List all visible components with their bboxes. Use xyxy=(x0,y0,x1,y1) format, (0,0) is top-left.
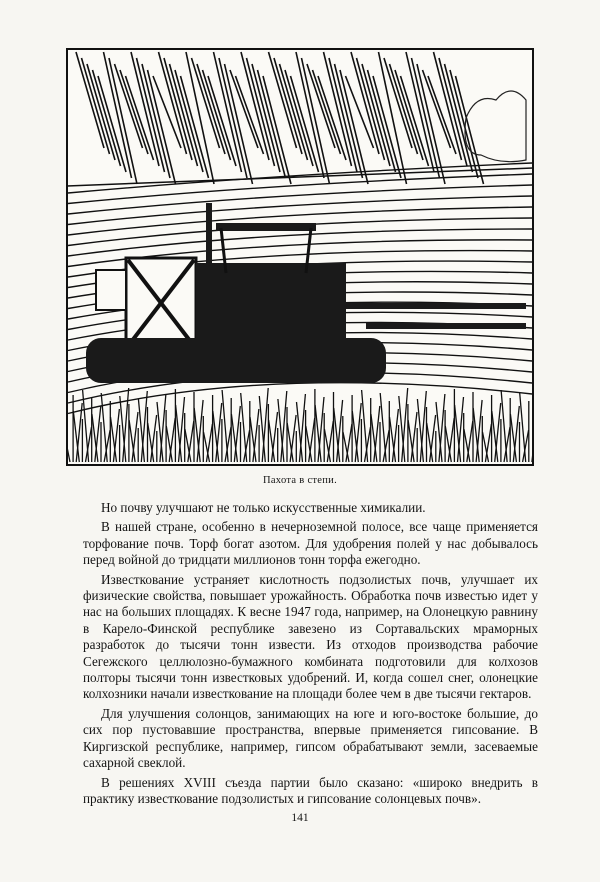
paragraph: В нашей стране, особенно в нечерноземной полосе, все чаще применяется торфование почв. Торф богат азотом. Для удобрения полей у нас добывалось перед войной до тридцати миллионов тонн торфа ежегодно. xyxy=(83,519,538,568)
page-number: 141 xyxy=(291,812,309,824)
steppe-plowing-illustration xyxy=(66,48,534,466)
paragraph: Но почву улучшают не только искусственные химикалии. xyxy=(101,500,426,515)
figure-caption: Пахота в степи. xyxy=(262,475,338,486)
paragraph: Известкование устраняет кислотность подзолистых почв, улучшает их физические свойства, повышает урожайность. Обработка почв известью идет у нас на больших площадях. К весне 1947 года, например, на Олонецкую равнину в Карело-Финской республике завезено из Сортавальских мраморных разработок до тысячи тонн извести. Из отходов производства рабочие Сегежского целлюлозно-бумажного комбината подготовили для колхозов полторы тысячи тонн известковых удобрений. И, когда сошел снег, олонецкие колхозники начали известкование на площади более чем в две тысячи гектаров. xyxy=(83,571,538,702)
tractor-plowing-drawing xyxy=(66,48,534,466)
paragraph: В решениях XVIII съезда партии было сказано: «широко внедрить в практику известкование подзолистых и гипсование солонцевых почв». xyxy=(83,774,538,806)
paragraph: Для улучшения солонцов, занимающих на юге и юго-востоке большие, до сих пор пустовавшие пространства, впервые применяется гипсование. В Киргизской республике, например, гипсом обрабатывают земли, засеваемые сахарной свеклой. xyxy=(83,705,538,771)
body-text xyxy=(83,500,538,810)
